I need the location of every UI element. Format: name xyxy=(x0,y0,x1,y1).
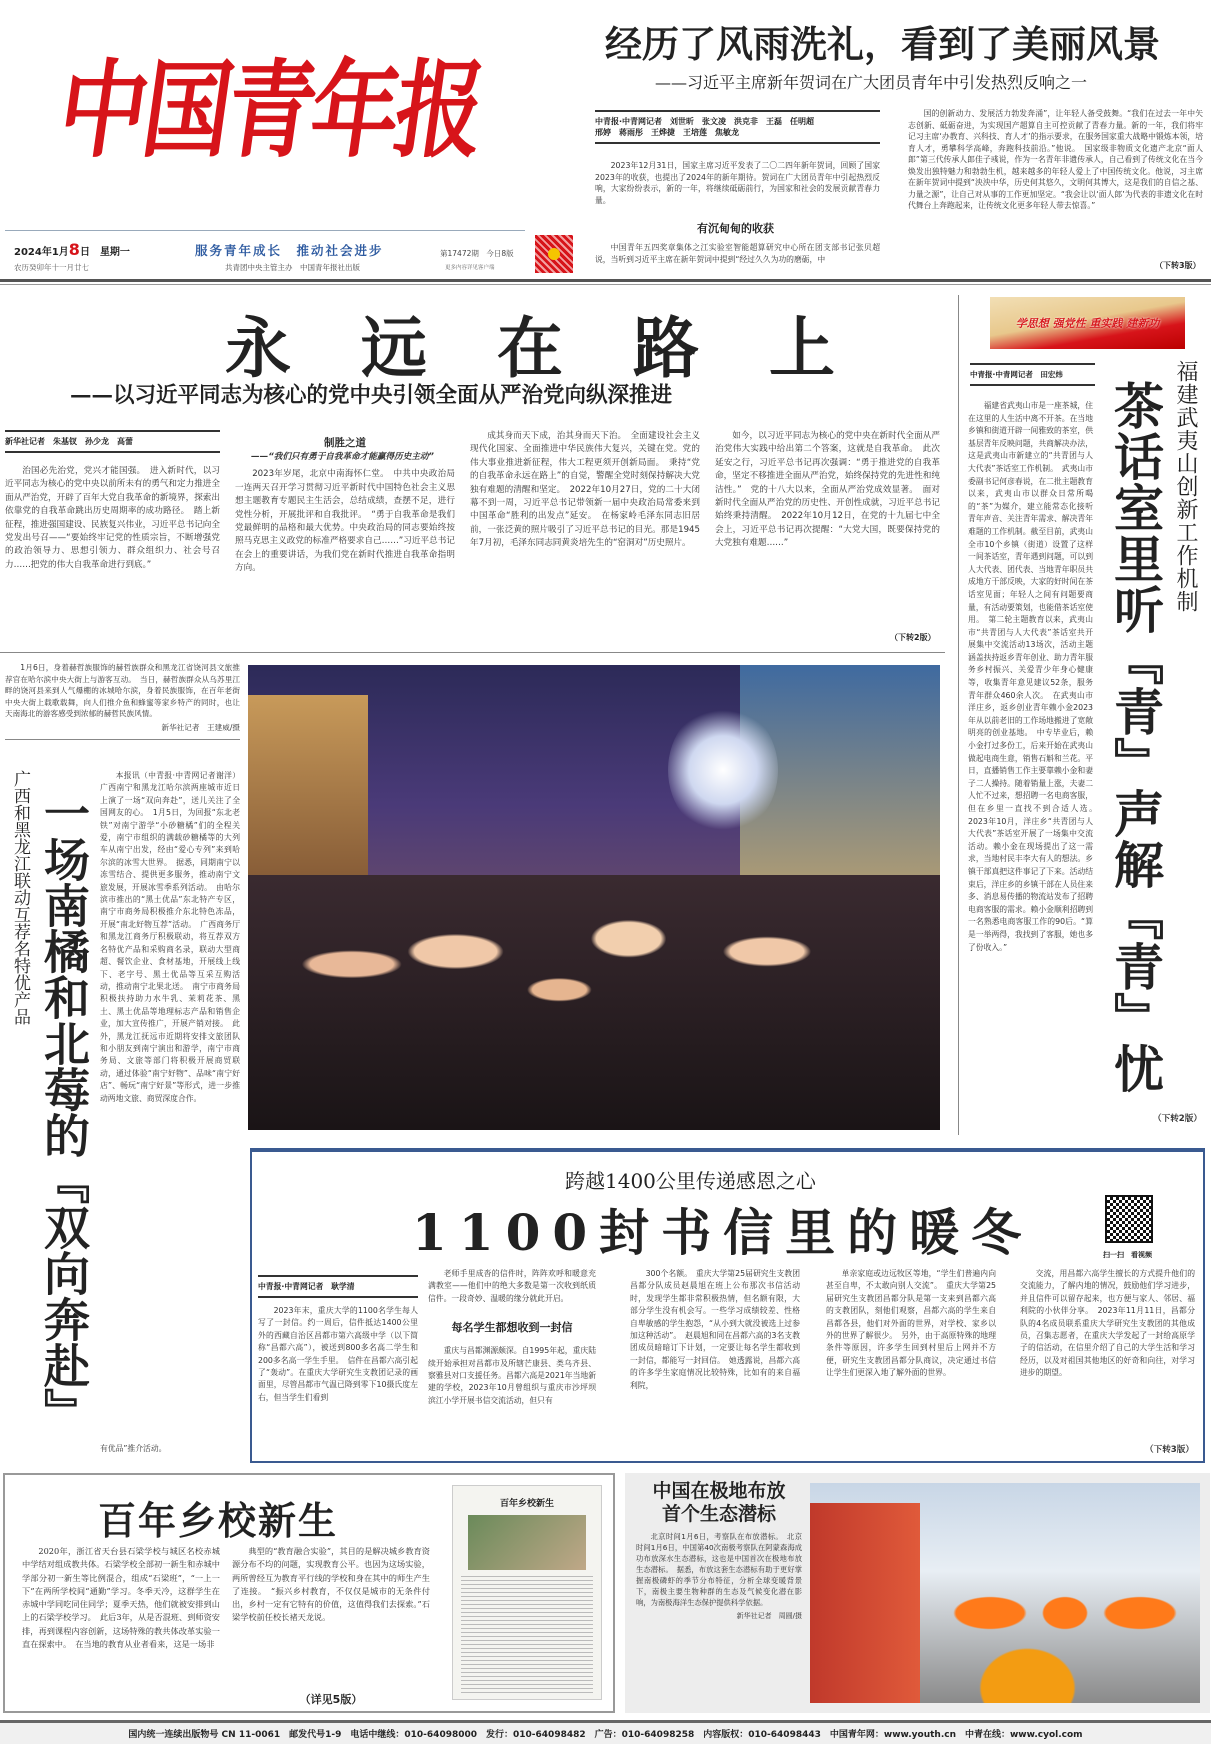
bottom-right-text-block xyxy=(636,1480,802,1712)
thumbnail-text-lines xyxy=(461,1576,593,1696)
qr-note: 更多内容详见客户端 xyxy=(445,265,495,271)
lead-headline[interactable]: 永 远 在 路 上 xyxy=(225,309,837,387)
feature-col3 xyxy=(630,1268,800,1458)
feature-col4 xyxy=(826,1268,996,1458)
paragraph: 老师手里成沓的信件时，阵阵欢呼和暖意充满教室——他们中的绝大多数是第一次收到纸质信件。一段奇妙、温暖的缘分就此开启。 xyxy=(428,1269,596,1303)
top-story-lead xyxy=(595,160,880,206)
feature-col5 xyxy=(1020,1268,1195,1442)
top-story-headline[interactable]: 经历了风雨洗礼，看到了美丽风景 xyxy=(605,22,1160,66)
see-page-5[interactable]: （详见5版） xyxy=(299,1693,363,1706)
caption-text: 1月6日，身着赫哲族服饰的赫哲族群众和黑龙江省饶河县文旅推荐官在哈尔滨中央大街上与游客互动。 当日，赫哲族群众从乌苏里江畔的饶河县来到人气爆棚的冰城哈尔滨，身着民族服饰，在百年老街中央大街上载歌载舞，向人们推介鱼和蜂蜜等家乡特产的同时，也让天南海北的游客感受到浓郁的赫哲民族风情。 xyxy=(5,663,240,718)
feature-continued: （下转3版） xyxy=(1145,1445,1194,1455)
lead-col1 xyxy=(5,465,220,639)
paragraph: 300个名额。 重庆大学第25届研究生支教团昌都分队成员赵晨旭在班上公布那次书信活动时，发现学生都非常积极热情，但名额有限，大部分学生没有机会写。一些学习成绩较差、性格自卑敏感的学生抱怨，“从小到大就没被选上过参加这种活动”。 赵晨旭和同在昌都六高的3名支教团成员暗暗订下计划，一定要让每名学生都收到一封信，都能写一封回信。 她透露说，昌都六高的许多学生家庭情况比较特殊，比如有的来自福利院， xyxy=(630,1269,800,1390)
issue-number: 第17472期 今日8版 xyxy=(440,249,514,258)
feature-col1 xyxy=(258,1305,418,1457)
date-day: 8 xyxy=(68,240,80,259)
paragraph: 治国必先治党，党兴才能国强。 进入新时代，以习近平同志为核心的党中央以前所未有的勇气和定力推进全面从严治党，开辟了百年大党自我革命的新境界，探索出依靠党的自我革命跳出历史周期率的成功路径。 踏上新征程，推进强国建设、民族复兴伟业，习近平总书记向全党发出号召——“要始终牢记党的性质宗旨，不断增强党的政治领导力、思想引领力、群众组织力、社会号召力……把党的伟大自我革命进行到底。” xyxy=(5,466,220,570)
harbin-street-photo[interactable] xyxy=(248,665,940,1130)
date-suffix: 日 xyxy=(79,247,90,258)
paragraph: 北京时间1月6日，考察队在布放潜标。 北京时间1月6日，中国第40次南极考察队在阿蒙森海成功布放深水生态潜标，这也是中国首次在极地布放生态潜标。 据悉，布放这套生态潜标有助于更好掌握南极磷虾的季节分布特征，分析全球变暖背景下，南极主要生物种群的生态及气候变化潜在影响，为南极海洋生态保护提供科学依据。 xyxy=(636,1532,802,1607)
feature-col2-block xyxy=(428,1268,596,1458)
left-story-body xyxy=(100,770,240,1390)
qr-label: 扫一扫 看视频 xyxy=(1103,1251,1152,1259)
lead-paragraph: 2023年12月31日，国家主席习近平发表了二〇二四年新年贺词，回顾了国家2023年的收获，也提出了2024年的新年期待。贺词在广大团员青年中引起热烈反响，大家纷纷表示，新的一年，将继续砥砺前行，为国家和社会的发展贡献青春力量。 xyxy=(595,161,880,205)
lead-col2-block xyxy=(235,436,455,646)
paragraph: 2023年末，重庆大学的1100名学生每人写了一封信。约一周后，信件抵达1400公里外的西藏自治区昌都市第六高级中学（以下简称“昌都六高”），被送到800多名高二学生和200多名高一学生手里。 信件在昌都六高引起了“轰动”。在重庆大学研究生支教团记录的画面里，尽管昌都市气温已降到零下10摄氏度左右，但当学生们看到 xyxy=(258,1306,418,1402)
lead-col2 xyxy=(235,468,455,646)
caption-rule xyxy=(5,739,240,740)
lead-quote: ——“我们只有勇于自我革命才能赢得历史主动” xyxy=(251,452,434,462)
paragraph: 如今，以习近平同志为核心的党中央在新时代全面从严治党伟大实践中给出第二个答案，这就是自我革命。 此次延安之行，习近平总书记再次强调：“勇于推进党的自我革命，坚定不移推进全面从严治党，始终保持党的先进性和纯洁性。” 党的十八大以来，全面从严治党成效显著。 面对新时代全面从严治党的历史性、开创性成就，习近平总书记始终秉持清醒。 2022年10月12日，在党的十九届七中全会上，习近平总书记再次提醒：“大党大国，既要保持党的大党独有难题……” xyxy=(715,431,940,549)
lead-col4 xyxy=(715,430,940,617)
feature-kicker: 跨越1400公里传递感恩之心 xyxy=(565,1169,816,1193)
bottom-right-body xyxy=(636,1531,802,1608)
left-story-trail: 有优品”推介活动。 xyxy=(100,1444,167,1453)
header-rule-thin xyxy=(0,284,1211,285)
top-story-col2 xyxy=(908,108,1203,246)
byline-line-2: 邢婷 蒋雨彤 王烨捷 王培莲 焦敏龙 xyxy=(595,128,739,137)
lunar-date: 农历癸卯年十一月廿七 xyxy=(14,263,89,272)
paragraph: 2023年岁尾，北京中南海怀仁堂。 中共中央政治局一连两天召开学习贯彻习近平新时代中国特色社会主义思想主题教育专题民主生活会，总结成绩，查摆不足，进行党性分析，开展批评和自我批评。 “勇于自我革命是我们党最鲜明的品格和最大优势。中央政治局的同志要始终按照马克思主义政党的标准严格要求自己……”习近平总书记在会上的重要讲话，为我们党在新时代推进自我革命指明方向。 xyxy=(235,469,455,574)
lead-byline: 新华社记者 朱基钗 孙少龙 高蕾 xyxy=(5,430,220,453)
thumbnail-photo xyxy=(468,1515,586,1570)
sidebar-continued: （下转2版） xyxy=(1153,1114,1202,1124)
footer-text: 国内统一连续出版物号 CN 11-0061 邮发代号1-9 电话中继线：010-64098000 发行：010-64098482 广告：010-64098258 内容版权：010-64098443 中国青年网：www.youth.cn 中青在线：www.cyol.com xyxy=(128,1730,1083,1740)
feature-section-head: 每名学生都想收到一封信 xyxy=(451,1321,573,1335)
date-prefix: 2024年1月 xyxy=(14,247,69,258)
feature-byline: 中青报·中青网记者 耿学清 xyxy=(258,1275,418,1298)
lead-bottom-rule xyxy=(0,652,945,653)
bottom-left-col2 xyxy=(232,1545,430,1625)
lead-col3 xyxy=(470,430,700,644)
bottom-left-col1 xyxy=(22,1545,220,1705)
date-line xyxy=(14,240,130,259)
ship-red-structure xyxy=(810,1503,920,1703)
paragraph: 重庆与昌都渊源颇深。自1995年起，重庆陆续开始承担对昌都市及所辖芒康县、类乌齐县、察雅县对口支援任务。昌都六高是2021年当地新建的学校，2023年10月曾组织与重庆市沙坪坝滨江小学开展书信交流活动，但只有 xyxy=(428,1346,596,1405)
left-story-kicker: 广西和黑龙江联动互荐名特优产品 xyxy=(10,770,30,1025)
banner-text: 学思想 强党性 重实践 建新功 xyxy=(1015,317,1160,330)
paragraph: 中国青年五四奖章集体之江实验室智能超算研究中心所在团支部书记张贝超说，当听到习近平主席在新年贺词中提到“经过久久为功的磨砺，中 xyxy=(595,243,880,264)
photo-caption-block xyxy=(5,662,240,740)
thumbnail-title: 百年乡校新生 xyxy=(499,1499,554,1509)
bottom-right-credit: 新华社记者 周圆/摄 xyxy=(736,1612,802,1620)
lantern-net xyxy=(668,705,778,835)
antarctic-buoy-photo[interactable] xyxy=(810,1483,1200,1703)
crowd xyxy=(248,875,940,1130)
paragraph: 交流，用昌都六高学生擅长的方式提升他们的交流能力，了解内地的情况，鼓励他们学习进步，并且信件可以留存起来，也方便与家人、邻居、福利院的小伙伴分享。 2023年11月11日，昌都分队的4名成员联系重庆大学研究生支教团的其他成员，召集志愿者，在重庆大学发起了一封给高原学子的信活动，在信里介绍了自己的大学生活和学习经历，以及对祖国其他地区的好奇和向往，对学习进步的期望。 xyxy=(1020,1269,1195,1378)
sidebar-banner xyxy=(990,297,1185,349)
sidebar-body-narrow xyxy=(968,400,1101,952)
continued-label: （下转3版） xyxy=(1155,261,1201,270)
footer-bar xyxy=(0,1720,1211,1744)
bottom-left-col2-block xyxy=(232,1545,430,1707)
paragraph: 福建省武夷山市是一座茶城，住在这里的人生活中离不开茶。在当地乡镇和街道开辟一间雅致的茶室，供基层青年反映问题，共商解决办法，这是武夷山市新建立的“共青团与人大代表”茶话室工作机制。 武夷山市委副书记何彦春说，在二批主题教育以来，武夷山市以群众日常所喝的“茶”为媒介，建立能常态化接听青年声音、关注青年需求、解决青年难题的工作机制。截至目前，武夷山全市10个乡镇（街道）设置了这样一间茶话室，青年遇到问题，可以到人大代表、团代表、当地青年职员共成地方干部反映，大家的好时间在茶话室见面；年轻人之间有问题要商量，有活动要策划，也能借茶话室使用。 第二轮主题教育以来，武夷山市“共青团与人大代表”茶话室共开展集中交流活动13场次，活动主题涵盖扶持返乡青年创业、助力青年服务乡村振兴、关爱青少年身心健康等，收集青年意见建议52条，服务青年群众460余人次。 在武夷山市洋庄乡，返乡创业青年赖小金2023年从以前老旧的工作场地搬进了宽敞明亮的创业基地。 中专毕业后，赖小金打过多份工，后来开始在武夷山做起电商生意，销售石斛和兰花。平日，直播销售工作主要靠赖小金和妻子二人操持。随着销量上涨，夫妻二人忙不过来，想招聘一名电商客服，但在乡里一直找不到合适人选。 2023年10月，洋庄乡“共青团与人大代表”茶话室开展了一场集中交流活动。赖小金在现场提出了这一需求，当地村民丰李大有人的想法。乡镇干部真把这件事记了下来。活动结束后，洋庄乡的乡镇干部在人员住来多、消息易传播的物流站发布了招聘电商客服的需求。赖小金顺利招聘到一名熟悉电商客服工作的90后。“算是一举两得，我找到了客服，她也多了份收入。” xyxy=(968,401,1101,952)
paragraph: 典型的“教育融合实验”，其目的是解决城乡教育资源分布不均的问题，实现教育公平。也因为这场实验，两所曾经互为教育平行线的学校和身在其中的师生产生了连接。 “振兴乡村教育，不仅仅是城市的无条件付出，乡村一定有它特有的价值，这值得我们去探索。”石梁学校前任校长褚天龙说。 xyxy=(232,1546,430,1623)
top-story-subhead: ——习近平主席新年贺词在广大团员青年中引发热烈反响之一 xyxy=(655,73,1088,92)
bottom-right-headline[interactable]: 中国在极地布放首个生态潜标 xyxy=(652,1480,786,1525)
feature-headline[interactable]: 1100封书信里的暖冬 xyxy=(412,1203,1034,1262)
top-story-byline xyxy=(595,110,880,144)
weekday: 星期一 xyxy=(99,247,130,258)
feature-col2b xyxy=(428,1345,596,1458)
photo-caption xyxy=(5,662,240,720)
crew-orange xyxy=(940,1553,1190,1703)
sidebar-byline: 中青报·中青网记者 田宏炜 xyxy=(970,363,1095,386)
bottom-left-headline[interactable]: 百年乡校新生 xyxy=(98,1498,339,1543)
paragraph: 2020年，浙江省天台县石梁学校与城区名校赤城中学结对组成教共体。石梁学校全部初一新生和赤城中学部分初一新生等比例混合，组成“石梁班”，“一上一下”在两所学校间“通勤”学习。冬季天冷，这群学生在赤城中学同吃同住同学；夏季天热，他们就被安排到山上的石梁学校学习。 此后3年，从是否混班、到师资安排，再到课程内容创新，这场特殊的教共体改革实验一直在探索中。 在当地的教育从业者看来，这是一场非 xyxy=(22,1546,220,1650)
header-rule xyxy=(0,279,1211,282)
paragraph: 国的创新动力、发展活力勃发奔涌”，让年轻人备受鼓舞。“我们在过去一年中矢志创新、砥砺奋进，为实现国产超算自主可控贡献了青春力量。新的一年，我们将牢记习主席‘办教育、兴科技、育人才’的指示要求，在服务国家重大战略中锻炼本领，培育人才，勇攀科学高峰，奔跑科技前沿。”他说。 国家级非物质文化遗产北京“面人郎”第三代传承人郎佳子彧说，作为一名青年非遗传承人，自己看到了传统文化在当今焕发出独特魅力和勃勃生机，越来越多的年轻人爱上了中国传统文化。他说，习主席在新年贺词中提到“泱泱中华，历史何其悠久，文明何其博大，这是我们的自信之基、力量之源”，让自己对从事的工作更加坚定。“我会让以‘面人郎’为代表的非遗文化在时代舞台上奔跑起来，让传统文化更多年轻人带去惊喜。” xyxy=(908,109,1203,210)
top-story-col1-more xyxy=(595,242,880,265)
paragraph: 本报讯（中青报·中青网记者谢洋）广西南宁和黑龙江哈尔滨两座城市近日上演了一场“双向奔赴”，送儿关注了全国网友的心。 1月5日，为回报“东北老铁”对南宁游学“小砂糖橘”们的全程关爱，南宁市组织的满载砂糖橘等的大列车从南宁出发，经由“爱心专列”来到哈尔滨的冰雪大世界。 据悉，同期南宁以冻雪结合、提供更多服务，推动南宁文旅发展，开展冰雪季系列活动。 由哈尔滨市推出的“黑土优品”东北特产专区，南宁市商务局积极推介东北特色冻品，开展“南北好物互荐”活动。 广西商务厅和黑龙江商务厅积极联动，将互荐双方名特优产品和采购商名录，联动大型商超、餐饮企业、食材基地，开展线上线下、老字号、黑土优品等互采互购活动，推动南宁北果北送。 南宁市商务局积极扶持助力水牛乳、茉莉花茶、黑土、黑土优品等地理标志产品和销售企业，加大宣传推广，开展产销对接。 此外，黑龙江抚远市近期将安排文旅团队和小朋友到南宁演出和游学，南宁市商务局、文旅等部门将积极开展商贸联动，通过体验“南宁好物”、品味“南宁好店”、畅玩“南宁好景”等形式，进一步推动两地文旅、商贸深度合作。 xyxy=(100,771,240,1103)
masthead-qr-code[interactable] xyxy=(535,235,573,273)
video-qr-code[interactable] xyxy=(1105,1195,1153,1243)
paragraph: 成其身而天下成，治其身而天下治。 全面建设社会主义现代化国家、全面推进中华民族伟大复兴，关键在党。党的伟大事业推进新征程，伟大工程更须开创新局面。 秉持“党的自我革命永远在路上”的自觉，警醒全党时刻保持解决大党独有难题的清醒和坚定。 2022年10月27日，党的二十大闭幕不到一周，习近平总书记带领新一届中央政治局常委来到中国革命“胜利的出发点”延安。 在杨家岭毛泽东同志旧居前，一张泛黄的照片吸引了习近平总书记的目光。那是1945年7月初，毛泽东同志同黄炎培先生的“窑洞对”历史照片。 xyxy=(470,431,700,549)
lead-subhead: ——以习近平同志为核心的党中央引领全面从严治党向纵深推进 xyxy=(70,383,673,408)
feature-col2 xyxy=(428,1268,596,1305)
masthead-divider xyxy=(5,230,525,231)
logo-text: 中国青年报 xyxy=(51,47,489,173)
sidebar-headline[interactable]: 茶话室里听『青』声解『青』忧 xyxy=(1106,380,1165,1094)
lead-section-head: 制胜之道 xyxy=(324,437,366,449)
sidebar-kicker: 福建武夷山创新工作机制 xyxy=(1173,360,1198,613)
top-story-section-head: 有沉甸甸的收获 xyxy=(697,222,774,235)
lead-continued: （下转2版） xyxy=(890,633,936,642)
paragraph: 单亲家庭或边远牧区等地，“学生们普遍内向甚至自卑，不太敢向别人交流”。 重庆大学第25届研究生支教团昌都分队是第一支来到昌都六高的支教团队，刻他们观察，昌都六高的学生来自昌都各县，他们对外面的世界，对学校、家乡以外的世界了解很少。 另外，由于高原特殊的地理条件等原因，许多学生回到村里后上网并不方便，研究生支教团昌都分队商议，决定通过书信让学生们更深入地了解外面的世界。 xyxy=(826,1269,996,1378)
sidebar-divider xyxy=(958,295,959,1135)
emblem-icon xyxy=(548,248,560,260)
byline-line-1: 中青报·中青网记者 刘世昕 张文凌 洪克非 王磊 任明超 xyxy=(595,117,815,126)
photo-credit: 新华社记者 王建威/摄 xyxy=(161,722,240,732)
masthead-logo xyxy=(51,10,530,210)
slogan: 服务青年成长 推动社会进步 xyxy=(195,243,384,258)
page5-thumbnail[interactable] xyxy=(452,1485,602,1700)
sponsor: 共青团中央主管主办 中国青年报社出版 xyxy=(225,263,360,272)
left-story-headline[interactable]: 一场南橘和北莓的『双向奔赴』 xyxy=(37,790,91,1434)
